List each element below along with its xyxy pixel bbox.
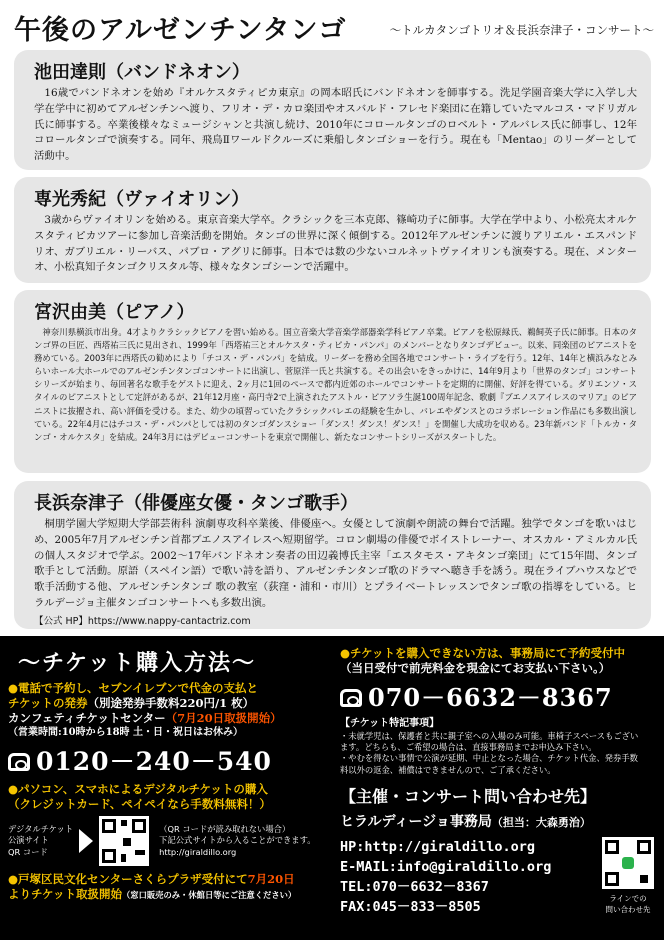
digital-label: QR コード [8, 846, 48, 857]
sponsor-title: 【主催・コンサート問い合わせ先】 [340, 786, 597, 806]
arrow-right-icon [79, 829, 93, 853]
center-tel: 0120－240－540 [36, 747, 272, 776]
profile-text: 神奈川県横浜市出身。4才よりクラシックピアノを習い始める。国立音楽大学音楽学部器楽学科ピアノ卒業。ピアノを松原緑氏、鵜飼英子氏に師事。日本のタンゴ界の巨匠、西塔祐三氏に見出され、1999年「西塔祐三とオルケスタ・ティピカ・パンパ」のメンバーとなりタンゴデビュー。以来、同楽団のピアニストを務めている。2003年に西塔氏の勧めにより「チコス・デ・パンパ」を結成。リーダーを務め全国各地でコンサート・ライブを行う。12年、14年と横浜みなとみらいホール大ホールでのアルゼンチンタンゴコンサートに出演し、菅原洋一氏と共演する。その出会いをきっかけに、14年9月より「世界のタンゴ」コンサートシリーズが始まり、毎回著名な歌手をゲストに迎え、2ヶ月に1回のペースで都内近郊のホールでコンサートを定期的に開催、好評を得ている。ダリエンソ・スタイルのピアニストとして定評があるが、21年12月座・高円寺2で上演されたアストル・ピアソラ生誕100周年記念、歌劇『ブエノスアイレスのマリア』のピアニストに抜擢され、高い評価を受ける。また、幼少の頃習っていたクラシックバレエの経験を生かし、バレエやダンスとのコラボレーション作品にも多数出演している。22年4月にはチコス・デ・パンパとしては初のタンゴダンスショー「ダンス！ダンス！ダンス！」を開催し大成功を収める。23年新バンド「トルカ・タンゴ・オルケスタ」を結成。24年3月にはデビューコンサートを東京で開催し、新たなコンサートシリーズがスタートした。 [34, 327, 637, 442]
profile-name: 長浜奈津子（俳優座女優・タンゴ歌手） [34, 493, 358, 514]
page-subtitle: ～トルカタンゴトリオ＆長浜奈津子・コンサート～ [389, 23, 654, 37]
profile-name: 宮沢由美（ピアノ） [34, 302, 195, 323]
profile-text: 16歳でバンドネオンを始め『オルケスタティピカ東京』の岡本昭氏にバンドネオンを師事する。洗足学園音楽大学に入学し大学在学中に初めてアルゼンチンへ渡り、フリオ・デ・カロ楽団やオスバルド・フレセド楽団に在籍していたマルコス・マドリガル氏に師事する。卒業後様々なミュージシャンと共演し続け、2010年にコロールタンゴのロベルト・アルバレス氏に師事し、12年コロールタンゴで演奏する。同年、飛鳥Ⅱワールドクルーズに乗船しタンゴショーを行う。現在も「Mentao」のリーダーとして活動中。 [34, 87, 637, 163]
org-person: （担当：大森勇治） [491, 815, 591, 829]
profile-card-nagahama [14, 481, 651, 629]
notes-title: 【チケット特記事項】 [340, 718, 440, 729]
profile-name: 池田達則（バンドネオン） [34, 62, 250, 83]
official-hp-link[interactable]: 【公式 HP】https://www.nappy-cantactriz.com [34, 615, 251, 627]
header [14, 8, 654, 44]
office-subheading: （当日受付で前売料金を現金にてお支払い下さい。） [340, 661, 611, 675]
phone-fee: （別途発券手数料220円/1 枚） [87, 696, 255, 710]
profile-text: 桐朋学園大学短期大学部芸術科 演劇専攻科卒業後、俳優座へ。女優として演劇や朗読の舞台で活躍。独学でタンゴを歌いはじめ、2005年7月アルゼンチン首都ブエノスアイレスへ短期留学。コロン劇場の俳優でボイストレーナー、オスカル・アミルカル氏の個人スタジオで学ぶ。2002～17年バンドネオン奏者の田辺義博氏主宰「エスタモス・アキタンゴ楽団」にて15年間、タンゴ歌手として活動。原語（スペイン語）で歌い詩を語り、アルゼンチンタンゴ歌のドラマへ聴き手を誘う。現在ライブハウスなどで歌手活動する他、アルゼンチンタンゴ 歌の教室（荻窪・浦和・市川）とプライベートレッスンでタンゴ歌の指導をしている。ヒラルデージョ主催タンゴコンサートへも多数出演。 [34, 518, 637, 609]
qr-note-url[interactable]: http://giraldillo.org [159, 846, 237, 857]
ticket-title: ～チケット購入方法～ [18, 650, 257, 676]
phone-heading: ●電話で予約し、セブンイレブンで代金の支払と [8, 681, 259, 695]
office-heading: ●チケットを購入できない方は、事務局にて予約受付中 [340, 646, 625, 660]
line-label: 問い合わせ先 [605, 905, 651, 915]
center-hours: （営業時間:10時から18時 土・日・祝日はお休み） [8, 727, 244, 738]
ticket-purchase [8, 646, 326, 902]
counter-heading-2: よりチケット取扱開始 [8, 887, 122, 901]
digital-heading: ●パソコン、スマホによるデジタルチケットの購入 [8, 782, 268, 796]
ticket-section [0, 636, 664, 940]
office-tel: 070－6632－8367 [368, 683, 613, 712]
counter-heading: ●戸塚区民文化センターさくらプラザ受付にて [8, 872, 248, 886]
notes-item: ・やむを得ない事情で公演が延期、中止となった場合、チケット代金、発券手数料以外の返金、補償はできませんので、ご了承ください。 [340, 753, 638, 775]
digital-label: デジタルチケット [8, 824, 74, 835]
contact-fax: FAX:045－833－8505 [340, 898, 481, 915]
center-start: （7月20日取扱開始） [165, 711, 282, 725]
phone-icon [8, 753, 30, 771]
line-contact[interactable] [602, 837, 654, 915]
profile-text: 3歳からヴァイオリンを始める。東京音楽大学卒。クラシックを三本克郎、篠崎功子に師事。大学在学中より、小松亮太オルケスタティピカツアーに参加し音楽活動を開始。タンゴの世界に深く傾倒する。2012年アルゼンチンに渡りアリエル・エスパンドリオ、ガブリエル・リーバス、パブロ・アグリに師事。日本では数の少ないコルネットヴァイオリンも演奏する。現在、メンターオ、小松真知子タンゴクリスタル等、様々なタンゴシーンで活躍中。 [34, 214, 637, 274]
qr-note: 下記公式サイトから入ることができます。 [159, 835, 316, 846]
org-name: ヒラルディージョ事務局 [340, 813, 492, 830]
notes-item: ・未就学児は、保護者と共に親子室への入場のみ可能。車椅子スペースもございます。どちらも、ご希望の場合は、直接事務局までお申込み下さい。 [340, 731, 639, 753]
line-qr-icon[interactable] [602, 837, 654, 889]
profile-card-ikeda [14, 50, 651, 170]
qr-note: （QR コードが読み取れない場合） [159, 824, 291, 835]
center-name: カンフェティチケットセンター [8, 711, 166, 725]
digital-label: 公演サイト [8, 835, 49, 846]
page-title: 午後のアルゼンチンタンゴ [14, 15, 347, 46]
line-label: ラインでの [609, 893, 647, 903]
digital-heading-2: （クレジットカード、ペイペイなら手数料無料！） [8, 797, 271, 811]
phone-heading-2: チケットの発券 [8, 696, 88, 710]
phone-icon [340, 689, 362, 707]
counter-note: （窓口販売のみ・休館日等にご注意ください） [121, 890, 297, 900]
qr-code-icon[interactable] [99, 816, 149, 866]
contact-email[interactable]: E-MAIL:info@giraldillo.org [340, 858, 552, 875]
office-contact [340, 646, 658, 917]
profile-card-senko [14, 177, 651, 283]
profile-name: 専光秀紀（ヴァイオリン） [34, 189, 250, 210]
profile-card-miyazawa [14, 290, 651, 473]
contact-hp[interactable]: HP:http://giraldillo.org [340, 838, 536, 855]
counter-date: 7月20日 [247, 872, 295, 886]
contact-tel: TEL:070－6632－8367 [340, 878, 489, 895]
